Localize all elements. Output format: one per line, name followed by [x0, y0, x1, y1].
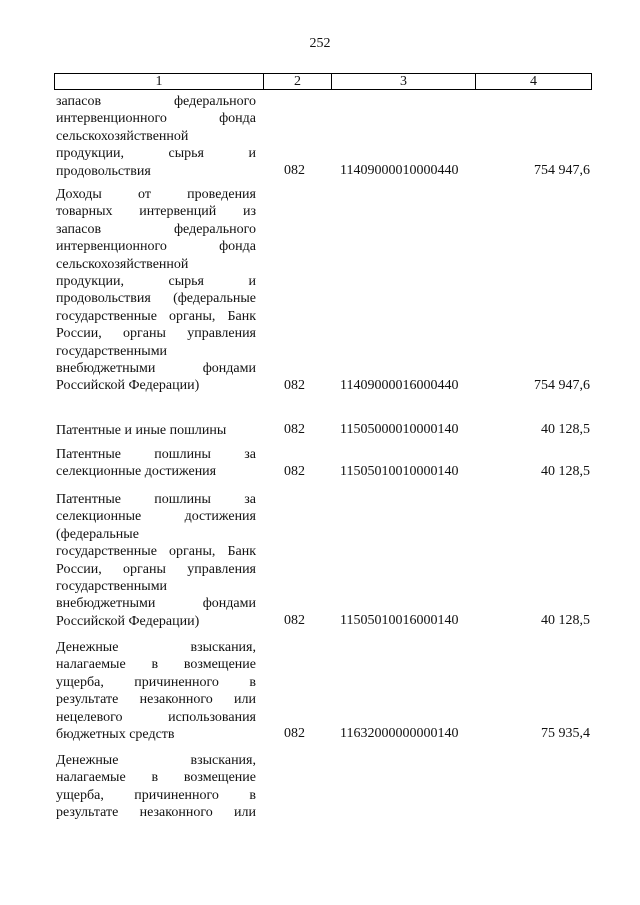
admin-code: 082 [284, 726, 305, 741]
desc-line: Патентные пошлины за [56, 492, 256, 507]
desc-line: бюджетных средств [56, 727, 175, 743]
desc-line: селекционные достижения [56, 509, 256, 525]
desc-line: внебюджетными фондами [56, 361, 256, 377]
desc-line: товарных интервенций из [56, 204, 256, 220]
desc-line: Денежные взыскания, [56, 753, 256, 768]
desc-line: нецелевого использования [56, 709, 256, 725]
admin-code: 082 [284, 613, 305, 628]
amount: 754 947,6 [534, 163, 590, 178]
desc-line: продукции, сырья и [56, 146, 256, 162]
kbk-code: 11505010016000140 [340, 613, 459, 628]
row-description [56, 186, 256, 395]
header-col-1: 1 [55, 74, 264, 89]
table-header [54, 73, 592, 90]
desc-line: сельскохозяйственной [56, 256, 189, 272]
row-description [56, 93, 256, 180]
kbk-code: 11505010010000140 [340, 464, 459, 479]
desc-line: внебюджетными фондами [56, 596, 256, 612]
desc-line: запасов федерального [56, 221, 256, 237]
desc-line: продовольствия (федеральные [56, 291, 256, 307]
row-description [56, 491, 256, 630]
row-description [56, 446, 256, 481]
admin-code: 082 [284, 422, 305, 437]
desc-line: продовольствия [56, 163, 151, 179]
row-description [56, 422, 256, 439]
desc-line: налагаемые в возмещение [56, 657, 256, 673]
desc-line: интервенционного фонда [56, 111, 256, 127]
desc-line: ущерба, причиненного в [56, 674, 256, 690]
desc-line: Российской Федерации) [56, 613, 200, 629]
desc-line: продукции, сырья и [56, 274, 256, 290]
desc-line: (федеральные [56, 526, 139, 542]
row-description [56, 639, 256, 743]
kbk-code: 11409000016000440 [340, 378, 459, 393]
admin-code: 082 [284, 464, 305, 479]
desc-line: государственными [56, 343, 168, 359]
admin-code: 082 [284, 163, 305, 178]
desc-line: России, органы управления [56, 326, 256, 342]
kbk-code: 11632000000000140 [340, 726, 459, 741]
header-col-2: 2 [264, 74, 332, 89]
desc-line: запасов федерального [56, 94, 256, 109]
desc-line: ущерба, причиненного в [56, 787, 256, 803]
desc-line: налагаемые в возмещение [56, 770, 256, 786]
kbk-code: 11409000010000440 [340, 163, 459, 178]
amount: 754 947,6 [534, 378, 590, 393]
desc-line: государственные органы, Банк [56, 544, 256, 560]
desc-line: государственные органы, Банк [56, 308, 256, 324]
desc-line: результате незаконного или [56, 692, 256, 708]
desc-line: интервенционного фонда [56, 239, 256, 255]
desc-line: селекционные достижения [56, 464, 217, 480]
desc-line: сельскохозяйственной [56, 128, 189, 144]
header-col-3: 3 [332, 74, 476, 89]
desc-line: Патентные пошлины за [56, 447, 256, 462]
row-description [56, 752, 256, 822]
desc-line: Российской Федерации) [56, 378, 200, 394]
admin-code: 082 [284, 378, 305, 393]
amount: 40 128,5 [541, 613, 590, 628]
desc-line: результате незаконного или [56, 805, 256, 821]
header-col-4: 4 [530, 74, 537, 89]
desc-line: России, органы управления [56, 561, 256, 577]
desc-line: Денежные взыскания, [56, 640, 256, 655]
amount: 40 128,5 [541, 464, 590, 479]
kbk-code: 11505000010000140 [340, 422, 459, 437]
desc-line: Доходы от проведения [56, 187, 256, 202]
page-number: 252 [309, 36, 331, 51]
amount: 75 935,4 [541, 726, 590, 741]
amount: 40 128,5 [541, 422, 590, 437]
desc-line: государственными [56, 579, 168, 595]
desc-line: Патентные и иные пошлины [56, 423, 227, 438]
